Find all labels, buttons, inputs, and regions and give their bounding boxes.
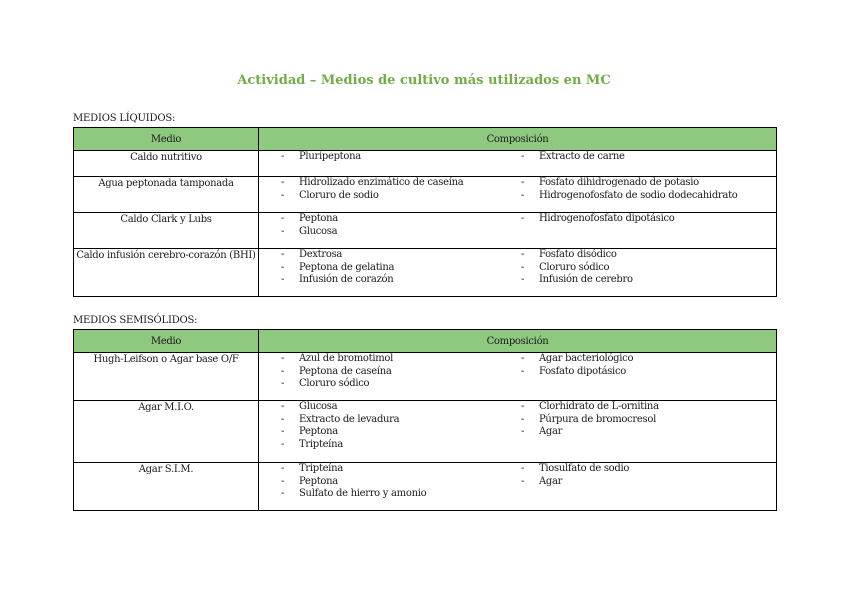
liquid-media-body bbox=[74, 151, 777, 297]
medio-cell: Agua peptonada tamponada bbox=[74, 177, 259, 213]
ingredient-item: - Peptona de gelatina bbox=[281, 262, 499, 275]
ingredient-item: - Fosfato disódico bbox=[521, 249, 769, 262]
medio-cell: Agar M.I.O. bbox=[74, 401, 259, 463]
ingredient-item: - Pluripeptona bbox=[281, 151, 499, 164]
composition-cell bbox=[259, 213, 777, 249]
composition-cell bbox=[259, 151, 777, 177]
table-row bbox=[74, 151, 777, 177]
composition-column-left bbox=[259, 463, 499, 501]
table-row bbox=[74, 177, 777, 213]
composition-cell bbox=[259, 177, 777, 213]
composition-cell bbox=[259, 249, 777, 297]
table-header-row bbox=[74, 330, 777, 353]
composition-column-right bbox=[499, 401, 769, 451]
ingredient-item: - Extracto de levadura bbox=[281, 414, 499, 427]
ingredient-item: - Cloruro sódico bbox=[281, 378, 499, 391]
ingredient-item: - Tripteína bbox=[281, 439, 499, 452]
ingredient-item: - Extracto de carne bbox=[521, 151, 769, 164]
medio-cell: Agar S.I.M. bbox=[74, 463, 259, 511]
composition-column-left bbox=[259, 249, 499, 287]
medio-cell: Caldo infusión cerebro-corazón (BHI) bbox=[74, 249, 259, 297]
table-row bbox=[74, 401, 777, 463]
ingredient-item: - Peptona de caseína bbox=[281, 366, 499, 379]
composition-cell bbox=[259, 401, 777, 463]
composition-column-right bbox=[499, 249, 769, 287]
table-header-row bbox=[74, 128, 777, 151]
composition-column-right bbox=[499, 463, 769, 501]
header-medio: Medio bbox=[74, 330, 259, 353]
ingredient-item: - Fosfato dihidrogenado de potasio bbox=[521, 177, 769, 190]
liquid-media-label: MEDIOS LÍQUIDOS: bbox=[73, 113, 176, 124]
composition-column-left bbox=[259, 401, 499, 451]
ingredient-item: - Dextrosa bbox=[281, 249, 499, 262]
table-row bbox=[74, 463, 777, 511]
ingredient-item: - Fosfato dipotásico bbox=[521, 366, 769, 379]
ingredient-item: - Peptona bbox=[281, 426, 499, 439]
composition-column-right bbox=[499, 151, 769, 164]
ingredient-item: - Clorhidrato de L-ornitina bbox=[521, 401, 769, 414]
ingredient-item: - Agar bbox=[521, 426, 769, 439]
composition-column-left bbox=[259, 151, 499, 164]
ingredient-item: - Hidrogenofosfato dipotásico bbox=[521, 213, 769, 226]
ingredient-item: - Glucosa bbox=[281, 226, 499, 239]
composition-column-left bbox=[259, 353, 499, 391]
composition-column-right bbox=[499, 353, 769, 391]
composition-column-left bbox=[259, 213, 499, 238]
ingredient-item: - Infusión de cerebro bbox=[521, 274, 769, 287]
ingredient-item: - Tripteína bbox=[281, 463, 499, 476]
ingredient-item: - Púrpura de bromocresol bbox=[521, 414, 769, 427]
medio-cell: Caldo nutritivo bbox=[74, 151, 259, 177]
medio-cell: Hugh-Leifson o Agar base O/F bbox=[74, 353, 259, 401]
composition-cell bbox=[259, 463, 777, 511]
ingredient-item: - Tiosulfato de sodio bbox=[521, 463, 769, 476]
header-medio: Medio bbox=[74, 128, 259, 151]
header-composicion: Composición bbox=[259, 128, 777, 151]
header-composicion: Composición bbox=[259, 330, 777, 353]
ingredient-item: - Infusión de corazón bbox=[281, 274, 499, 287]
ingredient-item: - Peptona bbox=[281, 213, 499, 226]
composition-column-right bbox=[499, 177, 769, 202]
ingredient-item: - Glucosa bbox=[281, 401, 499, 414]
semisolid-media-body bbox=[74, 353, 777, 511]
table-row bbox=[74, 213, 777, 249]
ingredient-item: - Azul de bromotimol bbox=[281, 353, 499, 366]
ingredient-item: - Cloruro sódico bbox=[521, 262, 769, 275]
semisolid-media-label: MEDIOS SEMISÓLIDOS: bbox=[73, 315, 198, 326]
table-row bbox=[74, 249, 777, 297]
ingredient-item: - Hidrolizado enzimático de caseína bbox=[281, 177, 499, 190]
ingredient-item: - Hidrogenofosfato de sodio dodecahidrato bbox=[521, 190, 769, 203]
liquid-media-table bbox=[73, 127, 777, 297]
ingredient-item: - Sulfato de hierro y amonio bbox=[281, 488, 499, 501]
semisolid-media-table bbox=[73, 329, 777, 511]
ingredient-item: - Peptona bbox=[281, 476, 499, 489]
ingredient-item: - Agar bacteriológico bbox=[521, 353, 769, 366]
composition-cell bbox=[259, 353, 777, 401]
ingredient-item: - Cloruro de sodio bbox=[281, 190, 499, 203]
page-title: Actividad – Medios de cultivo más utilizados en MC bbox=[237, 73, 611, 88]
table-row bbox=[74, 353, 777, 401]
composition-column-left bbox=[259, 177, 499, 202]
ingredient-item: - Agar bbox=[521, 476, 769, 489]
medio-cell: Caldo Clark y Lubs bbox=[74, 213, 259, 249]
composition-column-right bbox=[499, 213, 769, 238]
